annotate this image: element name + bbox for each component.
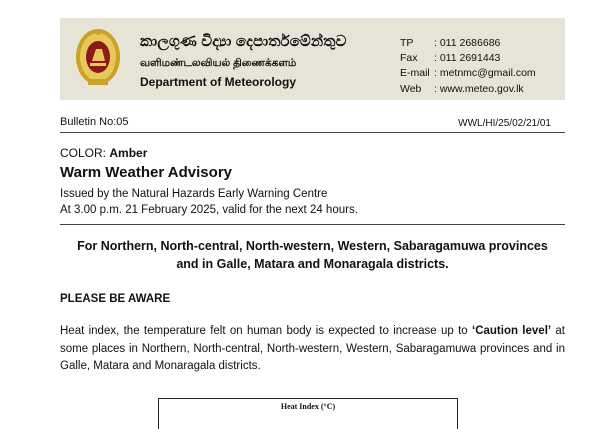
letterhead — [60, 18, 565, 100]
advisory-paragraph: Heat index, the temperature felt on human body is expected to increase up to ‘Caution level’ at some places in Northern, North-central, North-western, Western, Sabaragamuwa provinces and in Galle, Matara and Monaragala districts. — [60, 325, 565, 372]
please-be-aware-heading: PLEASE BE AWARE — [60, 293, 171, 305]
divider-middle — [60, 224, 565, 225]
contact-block — [400, 36, 536, 97]
issued-by: Issued by the Natural Hazards Early Warning Centre At 3.00 p.m. 21 February 2025, valid for the next 24 hours. — [60, 188, 358, 216]
contact-web: Web : www.meteo.gov.lk — [400, 82, 524, 95]
advisory-color-value: Amber — [109, 146, 148, 160]
contact-phone: TP : 011 2686686 — [400, 37, 501, 49]
org-name-tamil: வளிமண்டலவியல் திணைக்களம் — [140, 57, 297, 69]
contact-email: E-mail : metnmc@gmail.com — [400, 67, 536, 80]
divider-top — [60, 132, 565, 133]
advisory-title: Warm Weather Advisory — [60, 164, 232, 181]
heat-index-table-title: Heat Index (°C) — [280, 402, 336, 411]
advisory-color: COLOR: Amber — [60, 146, 148, 160]
bulletin-code: WWL/HI/25/02/21/01 — [458, 118, 551, 129]
contact-fax: Fax : 011 2691443 — [400, 52, 501, 65]
caution-level: ‘Caution level’ — [472, 325, 552, 337]
heat-index-table — [158, 398, 458, 429]
bulletin-number: Bulletin No:05 — [60, 116, 129, 128]
org-name-english: Department of Meteorology — [140, 75, 297, 89]
sri-lanka-emblem-icon — [74, 27, 122, 89]
affected-areas: For Northern, North-central, North-western, Western, Sabaragamuwa provinces and in Galle, Matara and Monaragala districts. — [77, 239, 548, 271]
org-name-sinhala: කාලගුණ විද්‍යා දෙපාර්තමේන්තුව — [140, 33, 347, 50]
